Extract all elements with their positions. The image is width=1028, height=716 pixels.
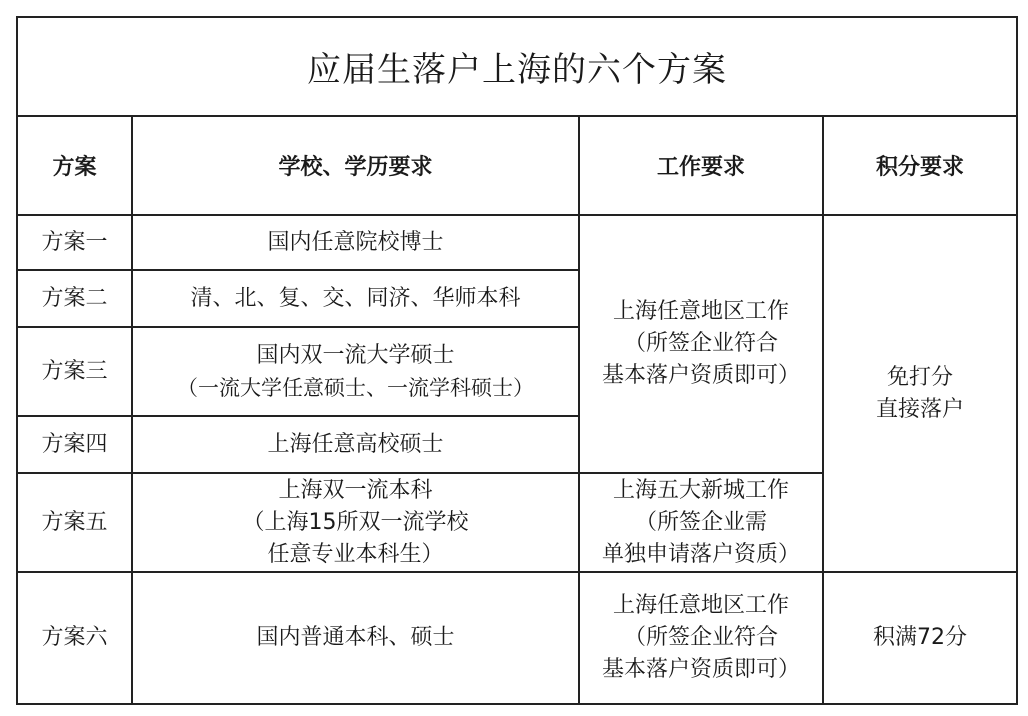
work-line: （所签企业符合 [623,331,778,356]
header-work: 工作要求 [656,155,745,180]
school-line: （一流大学任意硕士、一流学科硕士） [177,375,534,400]
plan-cell: 方案六 [41,625,108,650]
plan-cell: 方案四 [41,431,108,457]
points-line: 免打分 [886,364,953,390]
rule-row [18,571,1016,573]
school-line: 国内任意院校博士 [267,229,444,255]
work-line: （所签企业符合 [623,625,778,650]
rule-col [131,115,133,703]
plan-cell: 方案二 [41,285,108,311]
work-line: 单独申请落户资质） [601,541,800,567]
school-cell [133,417,578,472]
table-title: 应届生落户上海的六个方案 [307,50,727,90]
rule-row [18,326,580,328]
rule-title [18,115,1016,117]
header-school: 学校、学历要求 [278,155,433,180]
school-line: 任意专业本科生） [267,541,444,567]
work-line: 上海任意地区工作 [612,593,789,618]
work-cell [580,573,822,703]
points-cell [824,573,1016,703]
plan-cell: 方案五 [41,509,108,535]
rule-col [822,115,824,703]
rule-row [18,472,824,474]
rule-row [18,415,580,417]
points-line: 直接落户 [875,396,964,422]
school-line: （上海15所双一流学校 [242,509,469,535]
header-points: 积分要求 [875,155,964,180]
work-line: 上海五大新城工作 [612,477,789,503]
school-line: 国内双一流大学硕士 [256,342,455,368]
points-cell [824,216,1016,571]
plan-cell: 方案三 [41,358,108,384]
school-cell [133,573,578,703]
rule-row [18,269,580,271]
school-line: 上海双一流本科 [278,477,433,503]
work-cell [580,216,822,472]
school-cell [133,216,578,269]
plans-table [16,16,1018,705]
school-line: 清、北、复、交、同济、华师本科 [190,285,521,311]
points-line: 积满72分 [873,625,967,650]
header-plan: 方案 [52,155,97,180]
work-line: 基本落户资质即可） [601,657,800,682]
school-line: 上海任意高校硕士 [267,431,444,457]
work-line: （所签企业需 [634,509,767,535]
school-line: 国内普通本科、硕士 [256,625,455,650]
work-line: 上海任意地区工作 [612,299,789,324]
school-cell [133,328,578,415]
work-line: 基本落户资质即可） [601,363,800,388]
work-cell [580,474,822,571]
school-cell [133,271,578,326]
rule-col [578,115,580,703]
school-cell [133,474,578,571]
rule-header [18,214,1016,216]
plan-cell: 方案一 [41,229,108,255]
